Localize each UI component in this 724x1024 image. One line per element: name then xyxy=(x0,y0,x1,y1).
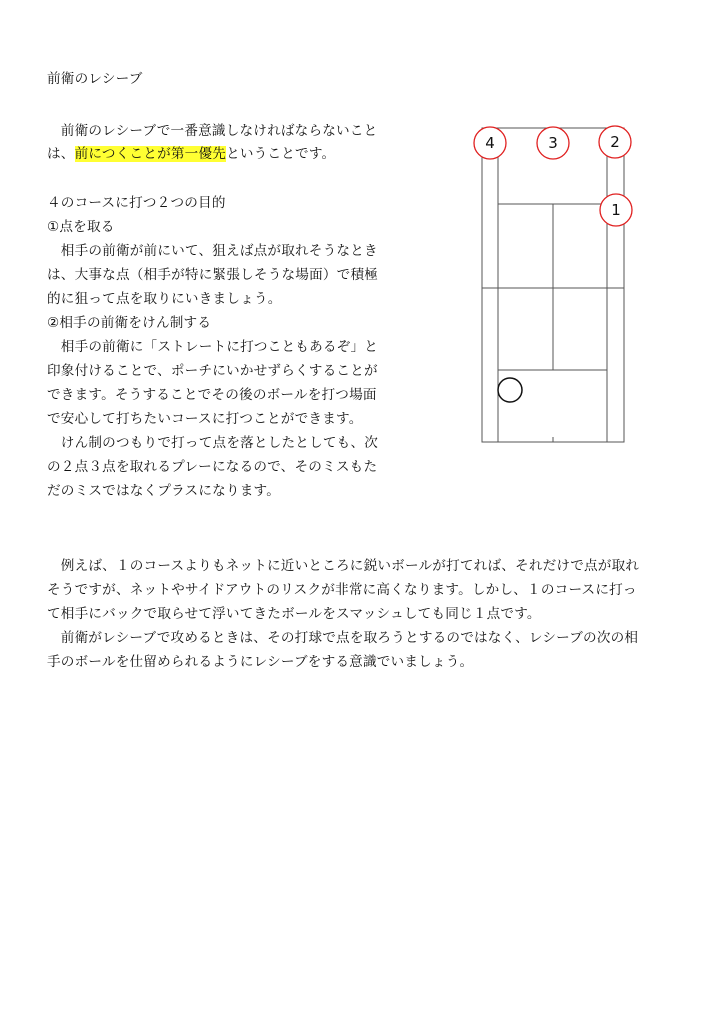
course-label-4: 4 xyxy=(485,134,495,152)
highlighted-phrase: 前につくことが第一優先 xyxy=(74,146,227,162)
closing-line-2: そうですが、ネットやサイドアウトのリスクが非常に高くなります。しかし、１のコースに打っ xyxy=(47,582,637,598)
closing-line-4: 前衛がレシーブで攻めるときは、その打球で点を取ろうとするのではなく、レシーブの次の相 xyxy=(47,630,639,646)
intro-line-1: 前衛のレシーブで一番意識しなければならないこと xyxy=(47,123,378,139)
point2-line-3: できます。そうすることでその後のボールを打つ場面 xyxy=(47,387,377,403)
point1-heading: ①点を取る xyxy=(47,219,115,235)
course-marker-1 xyxy=(600,194,632,226)
court-diagram xyxy=(470,118,650,448)
point1-line-1: 相手の前衛が前にいて、狙えば点が取れそうなとき xyxy=(47,243,378,259)
course-marker-2 xyxy=(599,126,631,158)
point2-line-1: 相手の前衛に「ストレートに打つこともあるぞ」と xyxy=(47,339,379,355)
intro-line-2-suffix: ということです。 xyxy=(226,146,336,162)
point2-line-5: けん制のつもりで打って点を落としたとしても、次 xyxy=(47,435,379,451)
point1-line-3: 的に狙って点を取りにいきましょう。 xyxy=(47,291,282,307)
section-heading: ４のコースに打つ２つの目的 xyxy=(47,195,226,211)
point1-line-2: は、大事な点（相手が特に緊張しそうな場面）で積極 xyxy=(47,267,379,283)
player-position-marker xyxy=(498,378,522,402)
course-marker-4 xyxy=(474,127,506,159)
course-label-1: 1 xyxy=(611,201,621,219)
point2-heading: ②相手の前衛をけん制する xyxy=(47,315,212,331)
intro-line-2 xyxy=(47,145,335,163)
course-marker-3 xyxy=(537,127,569,159)
page-title: 前衛のレシーブ xyxy=(47,71,143,87)
point2-line-6: の２点３点を取れるプレーになるので、そのミスもた xyxy=(47,459,378,475)
closing-line-1: 例えば、１のコースよりもネットに近いところに鋭いボールが打てれば、それだけで点が取れ xyxy=(47,558,640,574)
course-label-3: 3 xyxy=(548,134,558,152)
point2-line-2: 印象付けることで、ポーチにいかせずらくすることが xyxy=(47,363,378,379)
intro-line-2-prefix: は、 xyxy=(47,146,75,162)
closing-line-3: て相手にバックで取らせて浮いてきたボールをスマッシュしても同じ１点です。 xyxy=(47,606,541,622)
point2-line-7: だのミスではなくプラスになります。 xyxy=(47,483,280,499)
point2-line-4: で安心して打ちたいコースに打つことができます。 xyxy=(47,411,363,427)
closing-line-5: 手のボールを仕留められるようにレシーブをする意識でいましょう。 xyxy=(47,654,474,670)
course-label-2: 2 xyxy=(610,133,620,151)
